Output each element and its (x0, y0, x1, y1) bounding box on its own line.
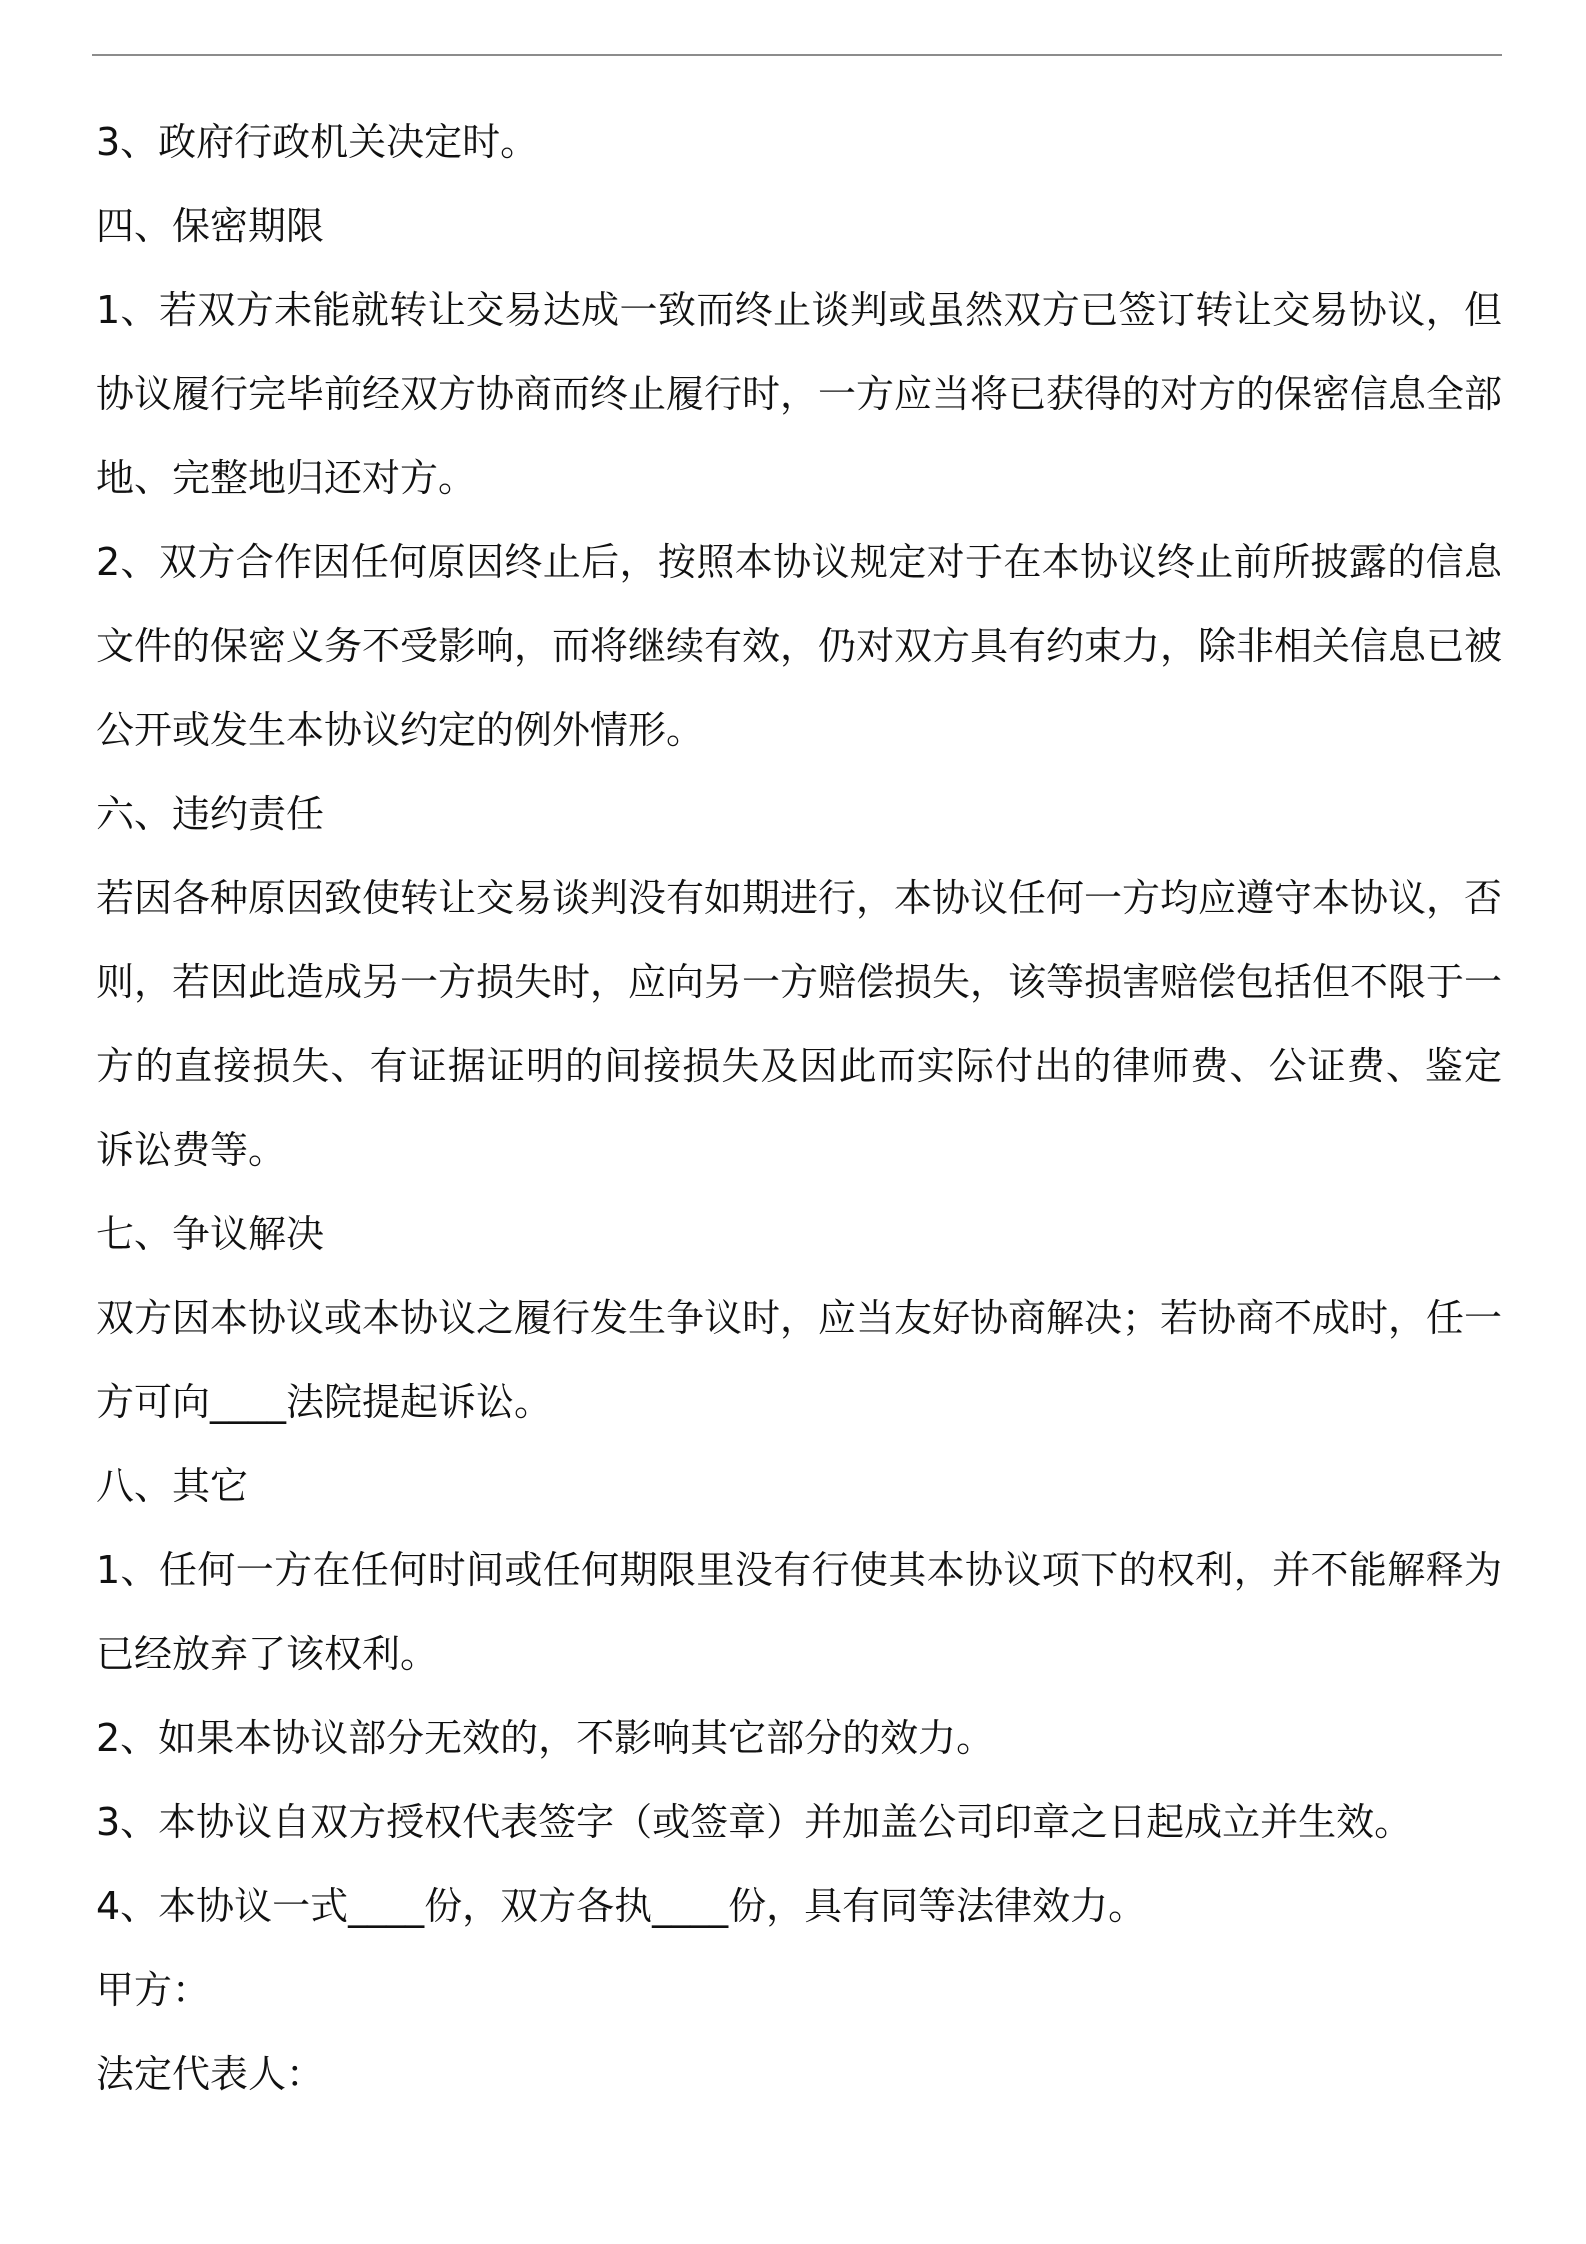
legal-representative-label: 法定代表人： (96, 2052, 325, 2096)
document-body (96, 100, 1502, 2116)
paragraph-line: 协议履行完毕前经双方协商而终止履行时，一方应当将已获得的对方的保密信息全部 (96, 372, 1502, 416)
paragraph-line: 则，若因此造成另一方损失时，应向另一方赔偿损失，该等损害赔偿包括但不限于一 (96, 960, 1502, 1004)
paragraph-line: 诉讼费等。 (96, 1128, 287, 1172)
paragraph-line: 若因各种原因致使转让交易谈判没有如期进行，本协议任何一方均应遵守本协议，否 (96, 876, 1502, 920)
section-heading: 六、违约责任 (96, 792, 325, 836)
header-rule (92, 54, 1502, 56)
paragraph-line: 文件的保密义务不受影响，而将继续有效，仍对双方具有约束力，除非相关信息已被 (96, 624, 1502, 668)
paragraph-line: 已经放弃了该权利。 (96, 1632, 439, 1676)
clause-text: 2、如果本协议部分无效的，不影响其它部分的效力。 (96, 1716, 995, 1760)
clause-text: 4、本协议一式____份，双方各执____份，具有同等法律效力。 (96, 1884, 1147, 1928)
section-heading: 七、争议解决 (96, 1212, 325, 1256)
paragraph-line: 2、双方合作因任何原因终止后，按照本协议规定对于在本协议终止前所披露的信息 (96, 540, 1502, 584)
clause-text: 3、政府行政机关决定时。 (96, 120, 539, 164)
paragraph-line: 方可向____法院提起诉讼。 (96, 1380, 553, 1424)
clause-text: 3、本协议自双方授权代表签字（或签章）并加盖公司印章之日起成立并生效。 (96, 1800, 1413, 1844)
party-a-label: 甲方： (96, 1968, 211, 2012)
paragraph-line: 公开或发生本协议约定的例外情形。 (96, 708, 705, 752)
paragraph-line: 双方因本协议或本协议之履行发生争议时，应当友好协商解决；若协商不成时，任一 (96, 1296, 1502, 1340)
section-heading: 四、保密期限 (96, 204, 325, 248)
paragraph-line: 1、若双方未能就转让交易达成一致而终止谈判或虽然双方已签订转让交易协议，但 (96, 288, 1502, 332)
section-heading: 八、其它 (96, 1464, 249, 1508)
paragraph-line: 方的直接损失、有证据证明的间接损失及因此而实际付出的律师费、公证费、鉴定 (96, 1044, 1502, 1088)
paragraph-line: 1、任何一方在任何时间或任何期限里没有行使其本协议项下的权利，并不能解释为 (96, 1548, 1502, 1592)
paragraph-line: 地、完整地归还对方。 (96, 456, 477, 500)
